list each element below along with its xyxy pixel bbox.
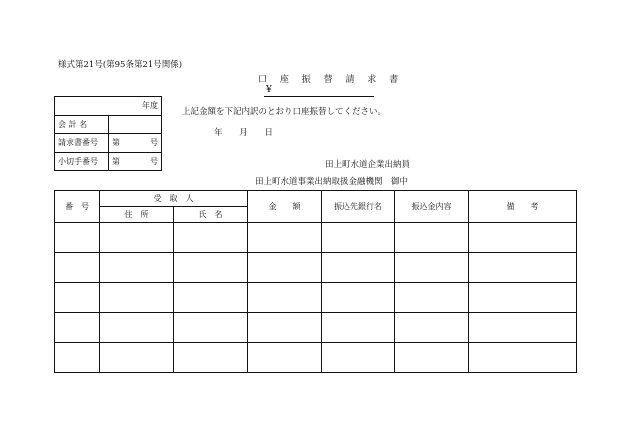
invoice-no-value xyxy=(109,134,162,153)
table-row xyxy=(55,223,577,253)
cheque-no-prefix: 第 xyxy=(112,157,120,167)
payer-official: 田上町水道企業出納員 xyxy=(325,160,411,170)
payer-institution: 田上町水道事業出納取扱金融機関 御中 xyxy=(255,177,409,187)
col-bank-header: 振込先銀行名 xyxy=(322,191,395,223)
col-address-header: 住 所 xyxy=(100,207,174,223)
col-amount-header: 金 額 xyxy=(248,191,322,223)
amount-underline xyxy=(264,96,374,97)
col-payee-header: 受 取 人 xyxy=(100,191,248,207)
table-row xyxy=(55,343,577,373)
cheque-no-label: 小切手番号 xyxy=(55,152,109,171)
cheque-no-value xyxy=(109,152,162,171)
invoice-no-suffix: 号 xyxy=(150,138,158,148)
col-number-header: 番 号 xyxy=(55,191,100,223)
cheque-no-suffix: 号 xyxy=(150,157,158,167)
invoice-no-label: 請求書番号 xyxy=(55,134,109,153)
col-name-header: 氏 名 xyxy=(174,207,248,223)
invoice-no-prefix: 第 xyxy=(112,138,120,148)
transfer-details-table xyxy=(54,190,577,373)
document-title: 口 座 振 替 請 求 書 xyxy=(258,75,404,85)
table-row xyxy=(55,283,577,313)
accounting-value xyxy=(109,115,162,134)
accounting-label: 会 計 名 xyxy=(55,115,109,134)
header-info-table xyxy=(54,96,162,171)
request-text: 上記金額を下記内訳のとおり口座振替してください。 xyxy=(182,107,387,117)
col-remarks-header: 備 考 xyxy=(469,191,577,223)
form-number: 様式第21号(第95条第21号関係) xyxy=(58,60,183,70)
table-row xyxy=(55,253,577,283)
fiscal-year-cell: 年度 xyxy=(55,97,162,116)
col-content-header: 振込金内容 xyxy=(395,191,469,223)
yen-symbol: ¥ xyxy=(266,85,272,95)
date-line: 年 月 日 xyxy=(214,128,273,138)
table-row xyxy=(55,313,577,343)
